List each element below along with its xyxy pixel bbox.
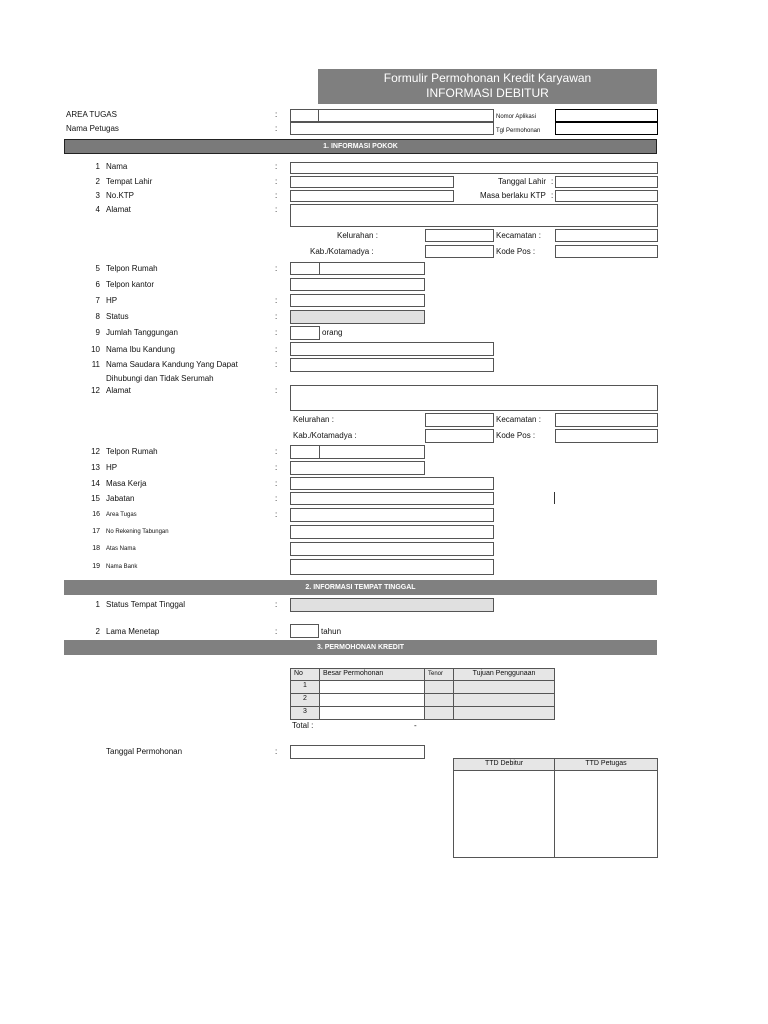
ktp-label: No.KTP bbox=[106, 191, 135, 200]
tenor-field[interactable] bbox=[424, 706, 454, 720]
table-row-number: 1 bbox=[290, 680, 320, 694]
ttd-petugas-header: TTD Petugas bbox=[554, 758, 658, 771]
colon: : bbox=[275, 264, 278, 273]
atas-nama-label: Atas Nama bbox=[106, 546, 136, 552]
kode-pos-saudara-field[interactable] bbox=[555, 429, 658, 443]
nama-petugas-field[interactable] bbox=[290, 122, 494, 135]
ttd-debitur-header: TTD Debitur bbox=[453, 758, 555, 771]
row-number: 2 bbox=[95, 177, 100, 186]
ktp-field[interactable] bbox=[290, 190, 454, 202]
telpon-rumah-field[interactable] bbox=[319, 262, 425, 275]
form-title-bar bbox=[318, 69, 657, 104]
telpon-rumah-saudara-area-field[interactable] bbox=[290, 445, 320, 459]
divider bbox=[554, 492, 555, 504]
row-number: 12 bbox=[91, 386, 100, 395]
nama-petugas-label: Nama Petugas bbox=[66, 124, 119, 133]
tgl-permohonan-label: Tgl Permohonan bbox=[496, 128, 541, 134]
colon: : bbox=[275, 110, 278, 119]
ttd-petugas-signature-box[interactable] bbox=[554, 770, 658, 858]
hp-label: HP bbox=[106, 296, 118, 305]
colon: : bbox=[275, 296, 278, 305]
hp-saudara-field[interactable] bbox=[290, 461, 425, 475]
masa-ktp-label: Masa berlaku KTP bbox=[480, 191, 546, 200]
tempat-lahir-label: Tempat Lahir bbox=[106, 177, 153, 186]
besar-permohonan-field[interactable] bbox=[319, 693, 425, 707]
tempat-lahir-field[interactable] bbox=[290, 176, 454, 188]
row-number: 6 bbox=[95, 280, 100, 289]
colon: : bbox=[275, 360, 278, 369]
row-number: 1 bbox=[95, 600, 100, 609]
area-tugas-field[interactable] bbox=[318, 109, 494, 122]
nama-field[interactable] bbox=[290, 162, 658, 174]
colon: : bbox=[275, 479, 278, 488]
area-tugas-code-field[interactable] bbox=[290, 109, 319, 122]
area-tugas-row-label: Area Tugas bbox=[106, 512, 137, 518]
colon: : bbox=[275, 447, 278, 456]
tgl-permohonan-field[interactable] bbox=[555, 122, 658, 135]
kode-pos-field[interactable] bbox=[555, 245, 658, 258]
besar-permohonan-field[interactable] bbox=[319, 680, 425, 694]
nomor-aplikasi-field[interactable] bbox=[555, 109, 658, 122]
tujuan-field[interactable] bbox=[453, 680, 555, 694]
status-tempat-tinggal-label: Status Tempat Tinggal bbox=[106, 600, 186, 609]
row-number: 11 bbox=[91, 360, 100, 369]
row-number: 19 bbox=[92, 563, 100, 570]
lama-menetap-field[interactable] bbox=[290, 624, 319, 638]
orang-label: orang bbox=[322, 328, 343, 337]
kelurahan-field[interactable] bbox=[425, 229, 494, 242]
alamat-saudara-field[interactable] bbox=[290, 385, 658, 411]
row-number: 5 bbox=[95, 264, 100, 273]
kecamatan-label: Kecamatan : bbox=[496, 415, 541, 424]
table-header-no: No bbox=[290, 668, 320, 681]
tanggal-lahir-label: Tanggal Lahir bbox=[498, 177, 547, 186]
kabupaten-field[interactable] bbox=[425, 245, 494, 258]
rekening-field[interactable] bbox=[290, 525, 494, 539]
tanggal-lahir-field[interactable] bbox=[555, 176, 658, 188]
colon: : bbox=[275, 600, 278, 609]
nama-bank-field[interactable] bbox=[290, 559, 494, 575]
row-number: 14 bbox=[91, 479, 100, 488]
table-header-tenor: Tenor bbox=[424, 668, 454, 681]
colon: : bbox=[551, 177, 554, 186]
kode-pos-label: Kode Pos : bbox=[496, 431, 536, 440]
row-number: 18 bbox=[92, 545, 100, 552]
nama-bank-label: Nama Bank bbox=[106, 564, 138, 570]
total-value: - bbox=[414, 721, 417, 730]
table-header-tujuan: Tujuan Penggunaan bbox=[453, 668, 555, 681]
hp-field[interactable] bbox=[290, 294, 425, 307]
colon: : bbox=[275, 463, 278, 472]
alamat-saudara-label: Alamat bbox=[106, 386, 131, 395]
tahun-label: tahun bbox=[321, 627, 342, 636]
colon: : bbox=[275, 627, 278, 636]
section-informasi-tempat-tinggal: 2. INFORMASI TEMPAT TINGGAL bbox=[64, 580, 657, 595]
jabatan-field[interactable] bbox=[290, 492, 494, 505]
lama-menetap-label: Lama Menetap bbox=[106, 627, 160, 636]
kelurahan-label: Kelurahan : bbox=[293, 415, 334, 424]
hp-saudara-label: HP bbox=[106, 463, 118, 472]
rekening-label: No Rekening Tabungan bbox=[106, 529, 169, 535]
tenor-field[interactable] bbox=[424, 693, 454, 707]
telpon-kantor-label: Telpon kantor bbox=[106, 280, 155, 289]
row-number: 3 bbox=[95, 191, 100, 200]
tanggungan-label: Jumlah Tanggungan bbox=[106, 328, 178, 337]
area-tugas-row-field[interactable] bbox=[290, 508, 494, 522]
tujuan-field[interactable] bbox=[453, 693, 555, 707]
nama-label: Nama bbox=[106, 162, 128, 171]
row-number: 4 bbox=[95, 205, 100, 214]
row-number: 1 bbox=[95, 162, 100, 171]
alamat-field[interactable] bbox=[290, 204, 658, 227]
tanggal-permohonan-label: Tanggal Permohonan bbox=[106, 747, 183, 756]
telpon-rumah-area-field[interactable] bbox=[290, 262, 320, 275]
saudara-label: Nama Saudara Kandung Yang Dapat bbox=[106, 360, 238, 369]
table-row-number: 2 bbox=[290, 693, 320, 707]
colon: : bbox=[275, 386, 278, 395]
telpon-rumah-saudara-field[interactable] bbox=[319, 445, 425, 459]
form-title: Formulir Permohonan Kredit Karyawan bbox=[383, 71, 592, 85]
total-label: Total : bbox=[292, 721, 314, 730]
status-dropdown[interactable] bbox=[290, 310, 425, 324]
kelurahan-saudara-field[interactable] bbox=[425, 413, 494, 427]
row-number: 7 bbox=[95, 296, 100, 305]
telpon-rumah-label: Telpon Rumah bbox=[106, 264, 158, 273]
colon: : bbox=[275, 510, 278, 519]
status-tempat-tinggal-dropdown[interactable] bbox=[290, 598, 494, 612]
kabupaten-label: Kab./Kotamadya : bbox=[293, 431, 357, 440]
row-number: 8 bbox=[95, 312, 100, 321]
section-informasi-pokok: 1. INFORMASI POKOK bbox=[64, 139, 657, 154]
area-tugas-label: AREA TUGAS bbox=[66, 110, 117, 119]
colon: : bbox=[275, 328, 278, 337]
kabupaten-label: Kab./Kotamadya : bbox=[310, 247, 374, 256]
kelurahan-label: Kelurahan : bbox=[337, 231, 378, 240]
row-number: 13 bbox=[91, 463, 100, 472]
saudara-field[interactable] bbox=[290, 358, 494, 372]
row-number: 17 bbox=[92, 528, 100, 535]
table-header-besar: Besar Permohonan bbox=[319, 668, 425, 681]
colon: : bbox=[275, 205, 278, 214]
kecamatan-label: Kecamatan : bbox=[496, 231, 541, 240]
colon: : bbox=[275, 124, 278, 133]
colon: : bbox=[275, 312, 278, 321]
colon: : bbox=[275, 191, 278, 200]
kecamatan-field[interactable] bbox=[555, 229, 658, 242]
tenor-field[interactable] bbox=[424, 680, 454, 694]
tanggal-permohonan-field[interactable] bbox=[290, 745, 425, 759]
ibu-kandung-label: Nama Ibu Kandung bbox=[106, 345, 175, 354]
row-number: 15 bbox=[91, 494, 100, 503]
row-number: 10 bbox=[91, 345, 100, 354]
kabupaten-saudara-field[interactable] bbox=[425, 429, 494, 443]
colon: : bbox=[275, 177, 278, 186]
colon: : bbox=[551, 191, 554, 200]
colon: : bbox=[275, 162, 278, 171]
colon: : bbox=[275, 494, 278, 503]
masa-kerja-label: Masa Kerja bbox=[106, 479, 147, 488]
ibu-kandung-field[interactable] bbox=[290, 342, 494, 356]
row-number: 9 bbox=[95, 328, 100, 337]
telpon-rumah-saudara-label: Telpon Rumah bbox=[106, 447, 158, 456]
row-number: 12 bbox=[91, 447, 100, 456]
alamat-label: Alamat bbox=[106, 205, 131, 214]
kode-pos-label: Kode Pos : bbox=[496, 247, 536, 256]
colon: : bbox=[275, 345, 278, 354]
row-number: 16 bbox=[92, 511, 100, 518]
tujuan-field[interactable] bbox=[453, 706, 555, 720]
telpon-kantor-field[interactable] bbox=[290, 278, 425, 291]
table-row-number: 3 bbox=[290, 706, 320, 720]
row-number: 2 bbox=[95, 627, 100, 636]
form-subtitle: INFORMASI DEBITUR bbox=[426, 86, 549, 100]
kecamatan-saudara-field[interactable] bbox=[555, 413, 658, 427]
besar-permohonan-field[interactable] bbox=[319, 706, 425, 720]
tanggungan-field[interactable] bbox=[290, 326, 320, 340]
status-label: Status bbox=[106, 312, 129, 321]
ttd-debitur-signature-box[interactable] bbox=[453, 770, 555, 858]
section-permohonan-kredit: 3. PERMOHONAN KREDIT bbox=[64, 640, 657, 655]
nomor-aplikasi-label: Nomor Aplikasi bbox=[496, 114, 537, 120]
colon: : bbox=[275, 747, 278, 756]
masa-kerja-field[interactable] bbox=[290, 477, 494, 490]
masa-ktp-field[interactable] bbox=[555, 190, 658, 202]
atas-nama-field[interactable] bbox=[290, 542, 494, 556]
saudara-label-line2: Dihubungi dan Tidak Serumah bbox=[106, 374, 214, 383]
jabatan-label: Jabatan bbox=[106, 494, 135, 503]
